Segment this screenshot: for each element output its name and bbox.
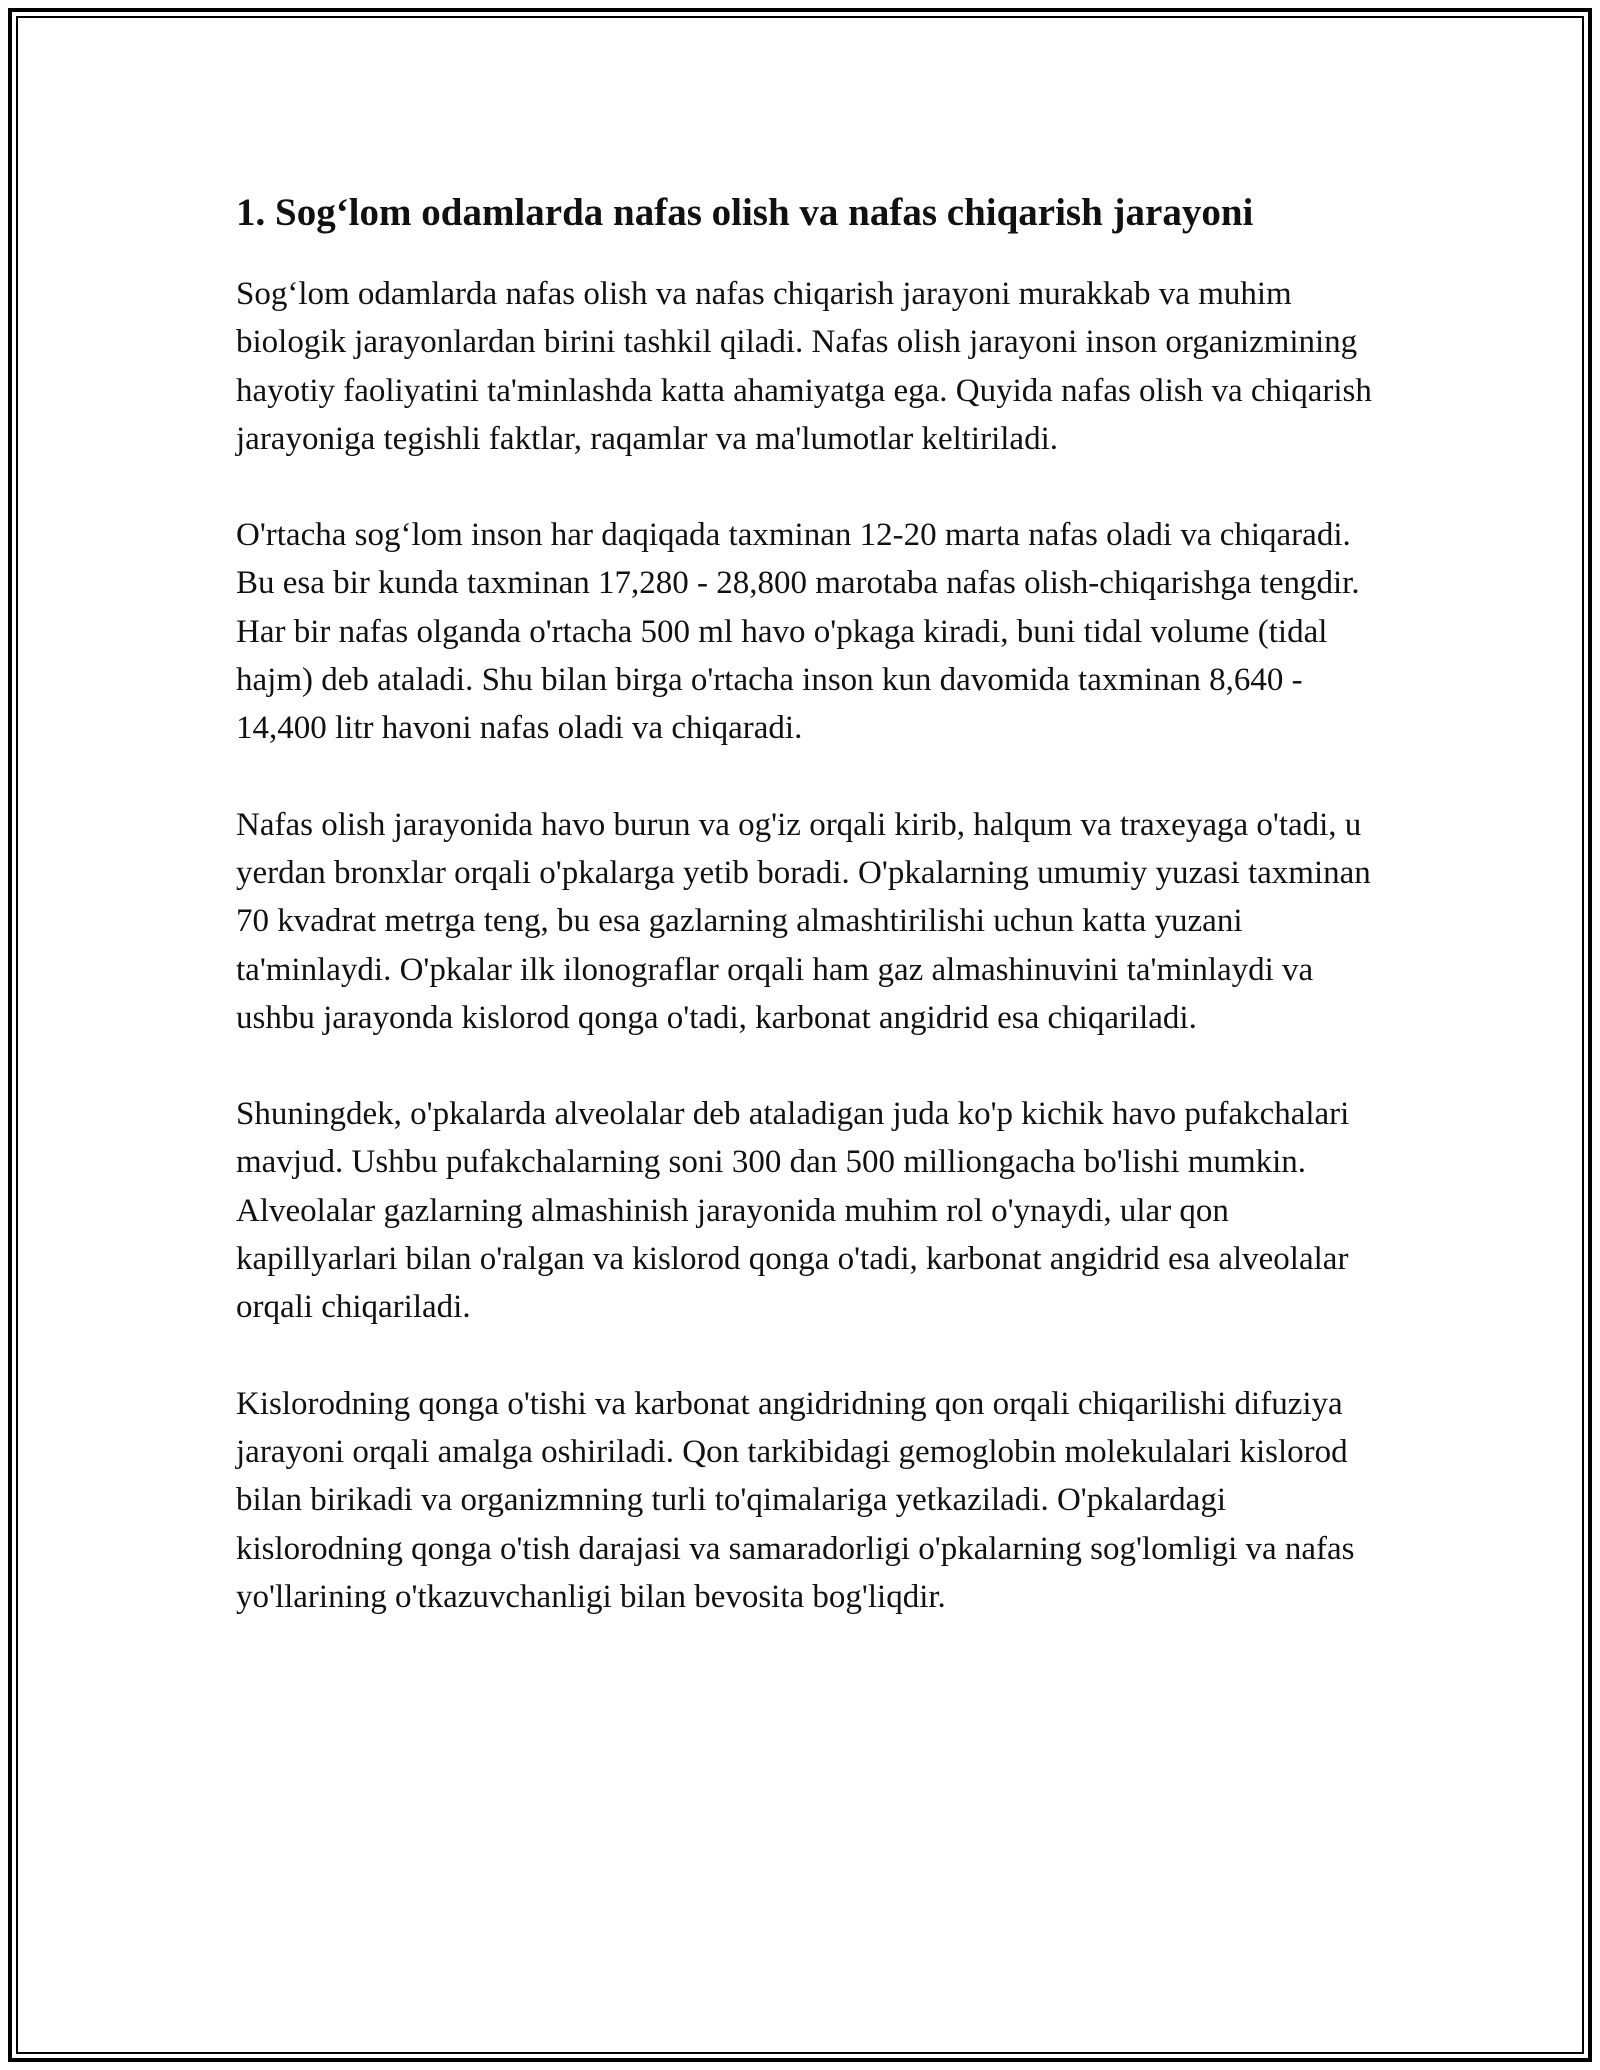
- paragraph-airway-path: Nafas olish jarayonida havo burun va og'iz orqali kirib, halqum va traxeyaga o'tadi, u yerdan bronxlar orqali o'pkalarga yetib boradi. O'pkalarning umumiy yuzasi taxminan 70 kvadrat metrga teng, bu esa gazlarning almashtirilishi uchun katta yuzani ta'minlaydi. O'pkalar ilk ilonograflar orqali ham gaz almashinuvini ta'minlaydi va ushbu jarayonda kislorod qonga o'tadi, karbonat angidrid esa chiqariladi.: [236, 806, 1371, 1036]
- paragraph-breathing-rate: O'rtacha sog‘lom inson har daqiqada taxminan 12-20 marta nafas oladi va chiqaradi. Bu esa bir kunda taxminan 17,280 - 28,800 marotaba nafas olish-chiqarishga tengdir. Har bir nafas olganda o'rtacha 500 ml havo o'pkaga kiradi, buni tidal volume (tidal hajm) deb ataladi. Shu bilan birga o'rtacha inson kun davomida taxminan 8,640 - 14,400 litr havoni nafas oladi va chiqaradi.: [236, 517, 1360, 747]
- paragraph-intro: Sog‘lom odamlarda nafas olish va nafas chiqarish jarayoni murakkab va muhim biologik jarayonlardan birini tashkil qiladi. Nafas olish jarayoni inson organizmining hayotiy faoliyatini ta'minlashda katta ahamiyatga ega. Quyida nafas olish va chiqarish jarayoniga tegishli faktlar, raqamlar va ma'lumotlar keltiriladi.: [236, 276, 1372, 457]
- section-heading: 1. Sog‘lom odamlarda nafas olish va nafas chiqarish jarayoni: [236, 191, 1254, 234]
- document-body: [236, 186, 1376, 1669]
- paragraph-alveoli: Shuningdek, o'pkalarda alveolalar deb ataladigan juda ko'p kichik havo pufakchalari mavjud. Ushbu pufakchalarning soni 300 dan 500 milliongacha bo'lishi mumkin. Alveolalar gazlarning almashinish jarayonida muhim rol o'ynaydi, ular qon kapillyarlari bilan o'ralgan va kislorod qonga o'tadi, karbonat angidrid esa alveolalar orqali chiqariladi.: [236, 1096, 1350, 1326]
- paragraph-diffusion: Kislorodning qonga o'tishi va karbonat angidridning qon orqali chiqarilishi difuziya jarayoni orqali amalga oshiriladi. Qon tarkibidagi gemoglobin molekulalari kislorod bilan birikadi va organizmning turli to'qimalariga yetkaziladi. O'pkalardagi kislorodning qonga o'tish darajasi va samaradorligi o'pkalarning sog'lomligi va nafas yo'llarining o'tkazuvchanligi bilan bevosita bog'liqdir.: [236, 1385, 1355, 1615]
